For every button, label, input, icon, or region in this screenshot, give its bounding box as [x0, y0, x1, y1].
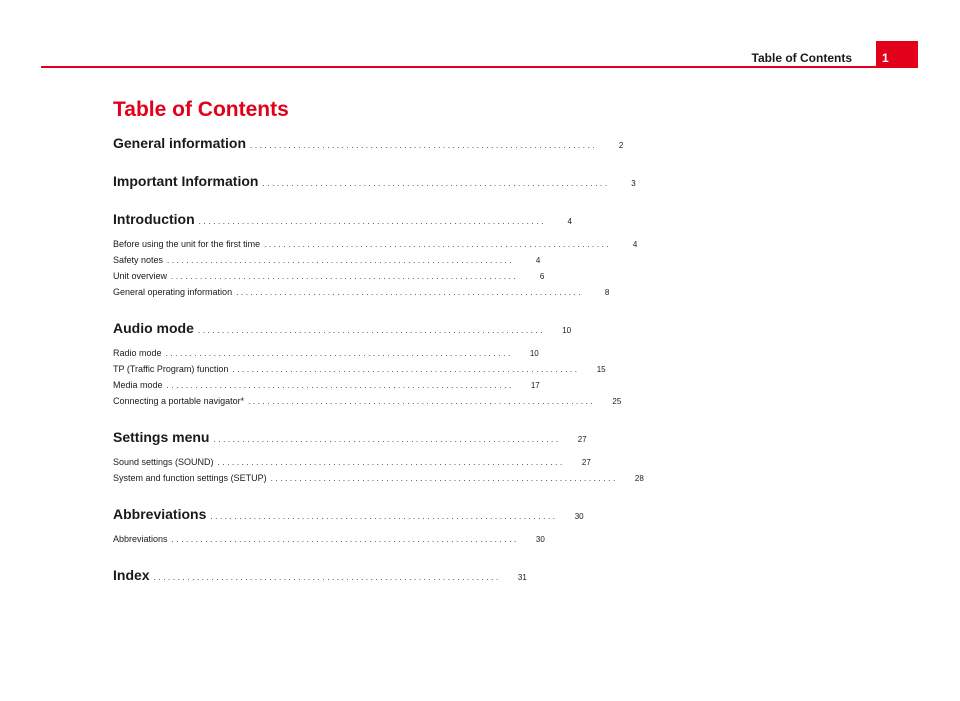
leader-dots: ........................................................................ [217, 458, 565, 467]
toc-item[interactable] [113, 534, 545, 550]
toc-page-number: 4 [632, 240, 638, 249]
toc-chapter-label: Settings menu [113, 429, 210, 445]
toc-chapter-general-information[interactable] [113, 135, 624, 155]
toc-item[interactable] [113, 473, 644, 489]
leader-dots: ........................................................................ [197, 326, 546, 335]
toc-item-label: System and function settings (SETUP) [113, 473, 267, 483]
toc-page-number: 30 [574, 512, 584, 521]
leader-dots: ........................................................................ [198, 217, 546, 226]
leader-dots: ........................................................................ [167, 256, 515, 265]
toc-chapter-introduction[interactable] [113, 211, 572, 231]
toc-item-label: TP (Traffic Program) function [113, 364, 229, 374]
toc-page-number: 30 [535, 535, 545, 544]
toc-chapter-label: Abbreviations [113, 506, 207, 522]
toc-item-label: Radio mode [113, 348, 162, 358]
toc-item-label: General operating information [113, 287, 233, 297]
leader-dots: ........................................................................ [210, 512, 558, 521]
toc-chapter-label: Index [113, 567, 150, 583]
toc-chapter-label: Important Information [113, 173, 259, 189]
toc-chapter-audio-mode[interactable] [113, 320, 572, 340]
table-of-contents [113, 135, 644, 587]
leader-dots: ........................................................................ [248, 397, 596, 406]
toc-item-label: Safety notes [113, 255, 164, 265]
toc-item[interactable] [113, 364, 606, 380]
leader-dots: ........................................................................ [250, 141, 598, 150]
toc-chapter-index[interactable] [113, 567, 527, 587]
toc-page-number: 4 [567, 217, 572, 226]
toc-page-number: 2 [618, 141, 624, 150]
toc-page-number: 4 [535, 256, 541, 265]
toc-item[interactable] [113, 457, 591, 473]
toc-page-number: 6 [539, 272, 545, 281]
toc-item[interactable] [113, 287, 610, 303]
page-number: 1 [876, 41, 918, 68]
toc-chapter-abbreviations[interactable] [113, 506, 584, 526]
leader-dots: ........................................................................ [236, 288, 584, 297]
toc-page-number: 25 [612, 397, 622, 406]
leader-dots: ........................................................................ [171, 535, 519, 544]
leader-dots: ........................................................................ [270, 474, 618, 483]
page-title: Table of Contents [113, 98, 289, 121]
toc-item[interactable] [113, 255, 541, 271]
toc-page-number: 3 [631, 179, 636, 188]
leader-dots: ........................................................................ [165, 349, 513, 358]
toc-item-label: Abbreviations [113, 534, 168, 544]
toc-chapter-label: General information [113, 135, 247, 151]
leader-dots: ........................................................................ [262, 179, 610, 188]
toc-item-label: Media mode [113, 380, 163, 390]
leader-dots: ........................................................................ [264, 240, 612, 249]
leader-dots: ........................................................................ [213, 435, 561, 444]
toc-item[interactable] [113, 239, 638, 255]
toc-item[interactable] [113, 396, 622, 412]
toc-page-number: 27 [577, 435, 587, 444]
running-header-title: Table of Contents [751, 51, 852, 65]
header-rule [41, 66, 918, 68]
toc-page-number: 10 [562, 326, 572, 335]
toc-chapter-important-information[interactable] [113, 173, 636, 193]
toc-chapter-settings-menu[interactable] [113, 429, 587, 449]
toc-item[interactable] [113, 348, 539, 364]
toc-page-number: 10 [529, 349, 539, 358]
toc-item[interactable] [113, 271, 545, 287]
leader-dots: ........................................................................ [166, 381, 514, 390]
toc-chapter-label: Audio mode [113, 320, 194, 336]
toc-item-label: Unit overview [113, 271, 168, 281]
toc-chapter-label: Introduction [113, 211, 195, 227]
toc-item[interactable] [113, 380, 540, 396]
toc-item-label: Connecting a portable navigator* [113, 396, 245, 406]
toc-page-number: 28 [634, 474, 644, 483]
toc-page-number: 31 [517, 573, 527, 582]
toc-page-number: 27 [581, 458, 591, 467]
leader-dots: ........................................................................ [232, 365, 580, 374]
toc-page-number: 8 [604, 288, 610, 297]
toc-page-number: 17 [530, 381, 540, 390]
toc-item-label: Before using the unit for the first time [113, 239, 261, 249]
leader-dots: ........................................................................ [171, 272, 519, 281]
toc-item-label: Sound settings (SOUND) [113, 457, 214, 467]
leader-dots: ........................................................................ [153, 573, 501, 582]
toc-page-number: 15 [596, 365, 606, 374]
